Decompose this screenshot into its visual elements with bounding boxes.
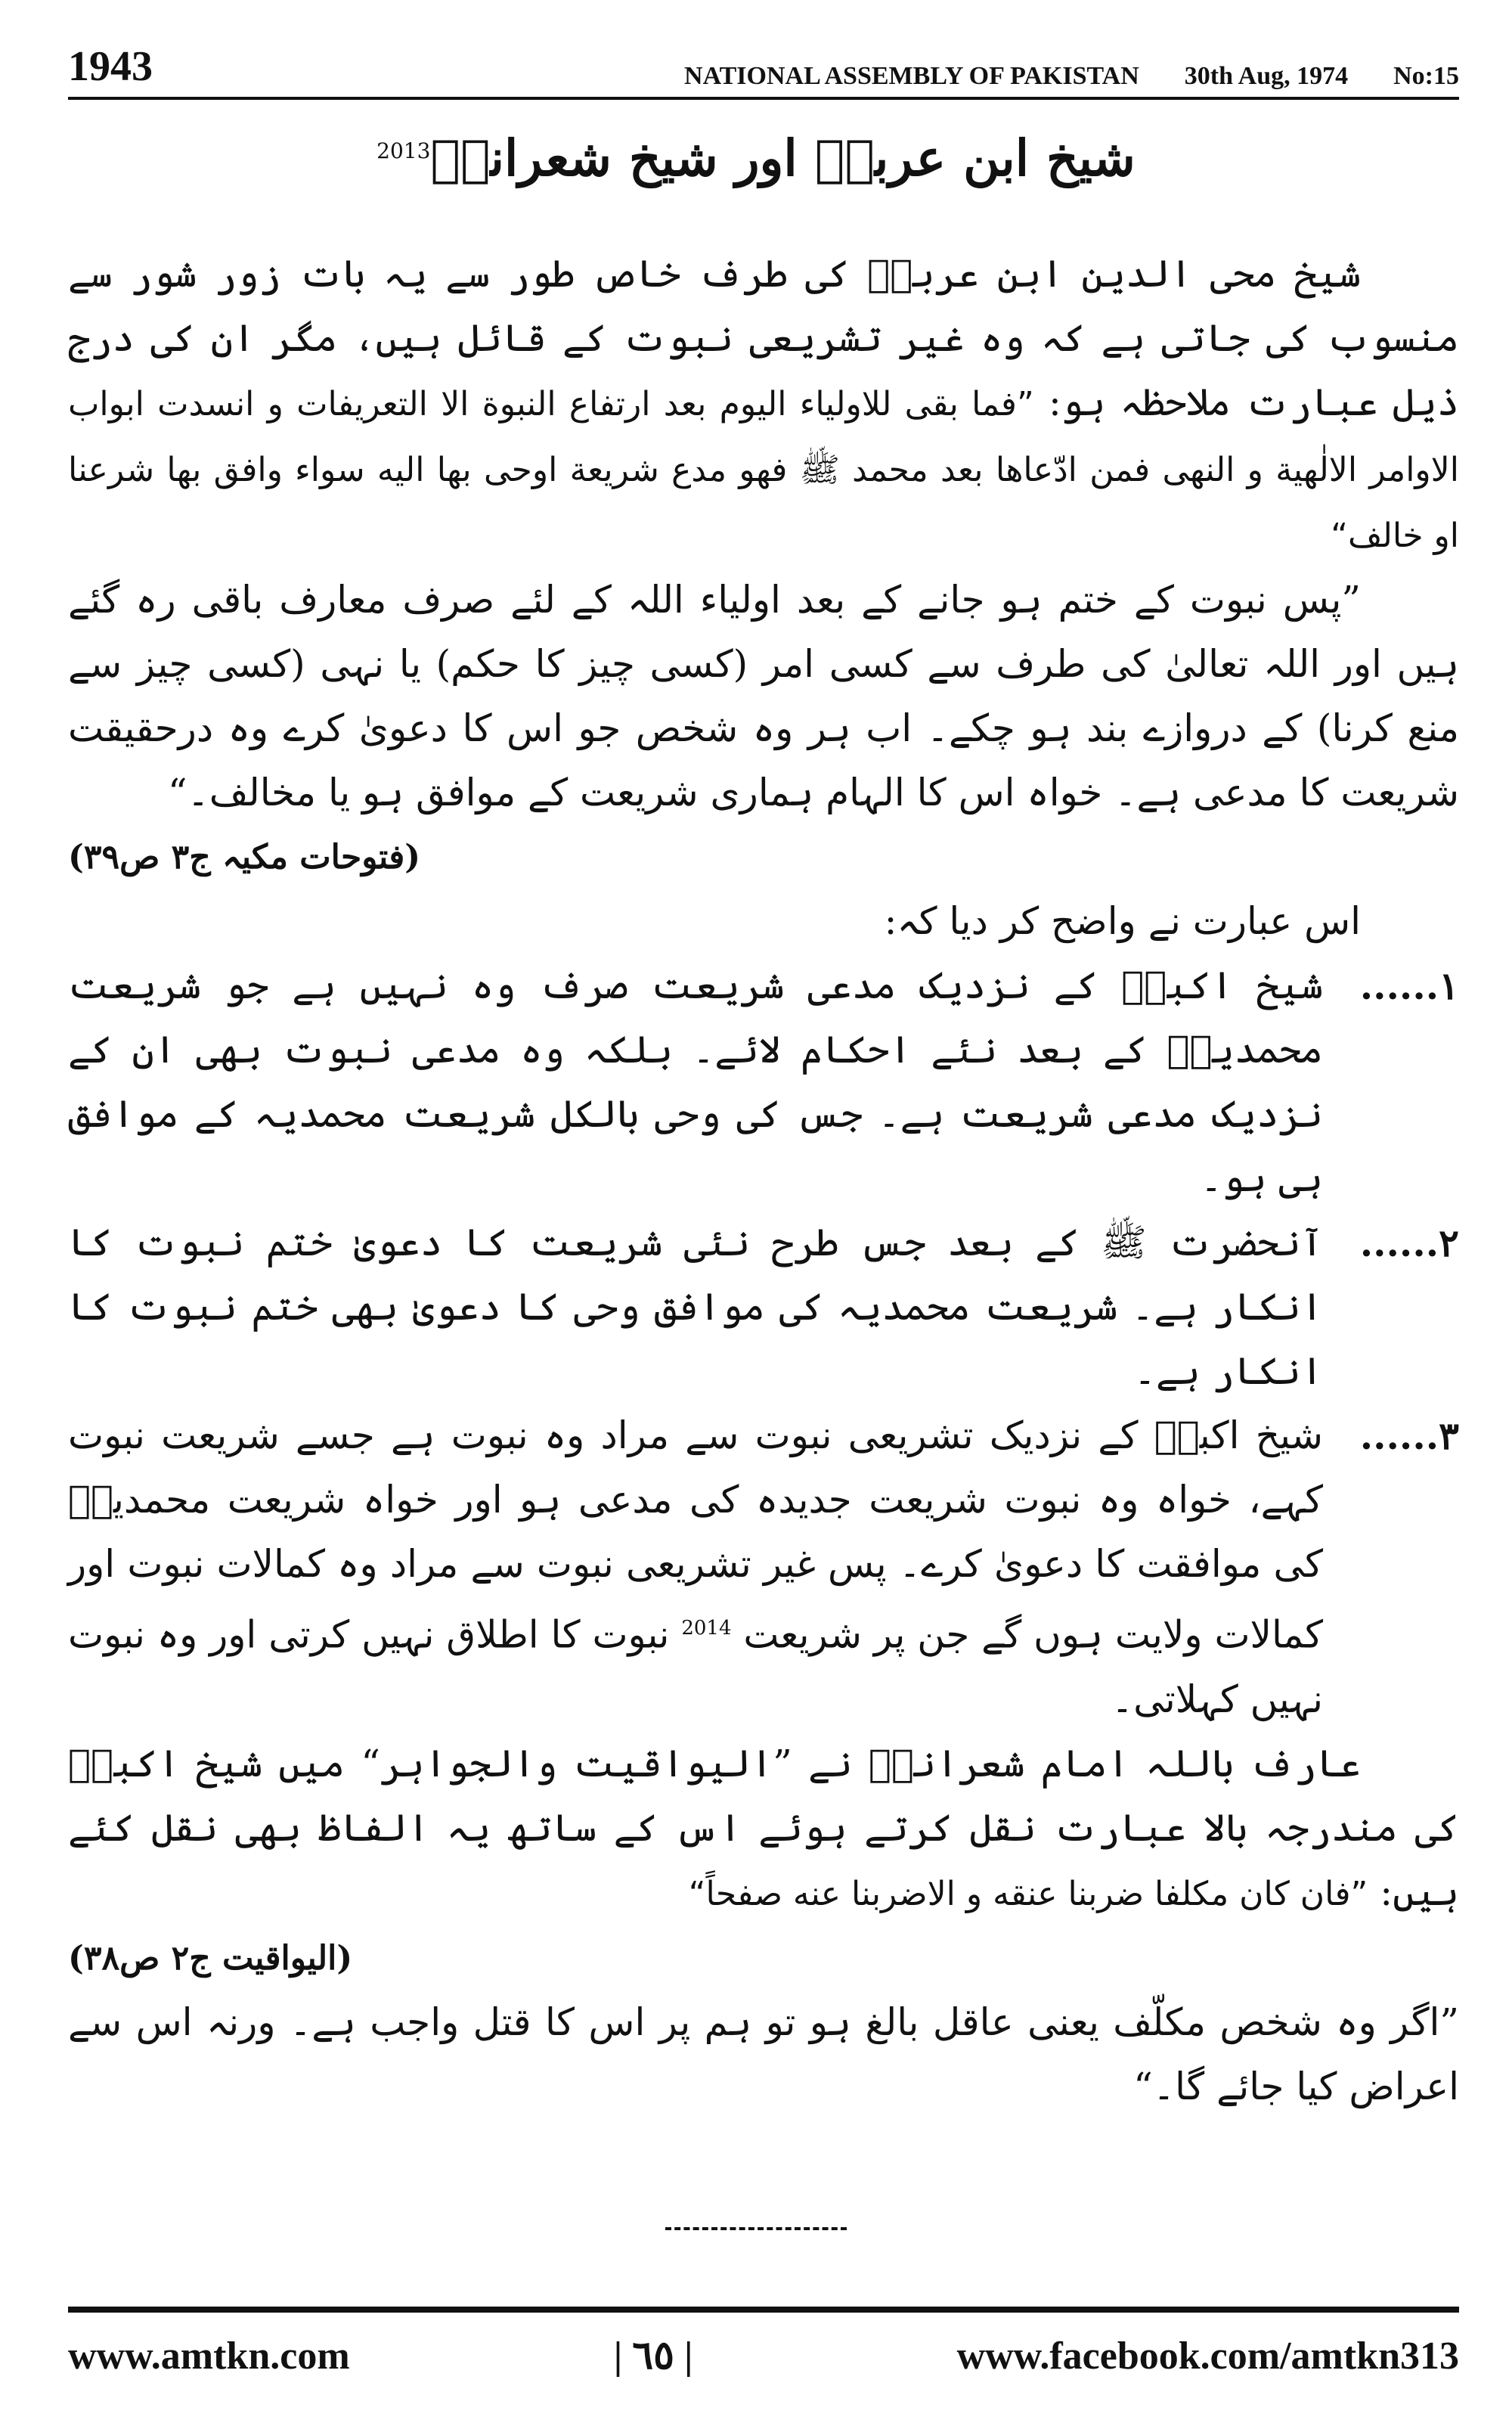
list-number: ۲...... (1359, 1221, 1459, 1265)
session-date: 30th Aug, 1974 (1184, 62, 1349, 90)
header-meta (684, 62, 1459, 91)
issue-number: No:15 (1393, 62, 1459, 90)
page-title (0, 129, 1512, 188)
list-number: ۳...... (1359, 1413, 1459, 1458)
paragraph-intro (68, 242, 1459, 568)
title-footnote: 2013 (376, 138, 431, 163)
arabic-quote: ”فان كان مكلفا ضربنا عنقه و الاضربنا عنه صفحاً“ (688, 1874, 1368, 1913)
page-number: 1943 (68, 43, 153, 90)
list-text (68, 1404, 1323, 1732)
title-text: شیخ ابن عربیؒ اور شیخ شعرانیؒ (430, 129, 1136, 188)
conclusion-intro: اس عبارت نے واضح کر دیا کہ: (884, 899, 1361, 943)
article-body (68, 242, 1459, 2119)
footer-rule (68, 2307, 1459, 2313)
reference-line (68, 825, 1459, 889)
list-item (68, 1211, 1459, 1404)
facebook-link[interactable]: www.facebook.com/amtkn313 (956, 2334, 1459, 2378)
translation-quote: ”اگر وہ شخص مکلّف یعنی عاقل بالغ ہو تو ہم پر اس کا قتل واجب ہے۔ ورنہ اس سے اعراض کیا جائے گا۔“ (68, 2000, 1459, 2108)
list-text: شیخ اکبرؒ کے نزدیک مدعی شریعت صرف وہ نہیں ہے جو شریعت محمدیہؐ کے بعد نئے احکام لائے۔ بلکہ وہ مدعی نبوت بھی ان کے نزدیک مدعی شریعت ہے۔ جس کی وحی بالکل شریعت محمدیہ کے موافق ہی ہو۔ (68, 963, 1323, 1200)
citation-futuhat: (فتوحات مکیہ ج۳ ص۳۹) (68, 838, 421, 876)
page-footer (68, 2333, 1459, 2378)
list-number: ۱...... (1359, 963, 1459, 1008)
section-divider (665, 2227, 847, 2230)
list-text: آنحضرت ﷺ کے بعد جس طرح نئی شریعت کا دعویٰ ختم نبوت کا انکار ہے۔ شریعت محمدیہ کی موافق وحی کا دعویٰ بھی ختم نبوت کا انکار ہے۔ (68, 1221, 1323, 1393)
reference-line (68, 1926, 1459, 1990)
translation-quote: ”پس نبوت کے ختم ہو جانے کے بعد اولیاء اللہ کے لئے صرف معارف باقی رہ گئے ہیں اور اللہ تعالیٰ کی طرف سے کسی امر (کسی چیز کا حکم) یا نہی (کسی چیز سے منع کرنا) کے دروازے بند ہو چکے۔ اب ہر وہ شخص جو اس کا دعویٰ کرے وہ درحقیقت شریعت کا مدعی ہے۔ خواہ اس کا الہام ہماری شریعت کے موافق ہو یا مخالف۔“ (68, 578, 1459, 814)
website-link[interactable]: www.amtkn.com (68, 2334, 350, 2378)
list-text-part: شیخ اکبرؒ کے نزدیک تشریعی نبوت سے مراد وہ نبوت ہے جسے شریعت نبوت کہے، خواہ وہ نبوت شریعت جدیدہ کی مدعی ہو اور خواہ شریعت محمدیہؐ کی موافقت کا دعویٰ کرے۔ پس غیر تشریعی نبوت سے مراد وہ کمالات نبوت اور کمالات ولایت ہوں گے جن پر شریعت (68, 1413, 1324, 1657)
arabic-quote: ”فما بقی للاولیاء الیوم بعد ارتفاع النبوة الا التعریفات و انسدت ابواب الاوامر الالٰهیة و النهی فمن ادّعاها بعد محمد ﷺ فهو مدع شریعة اوحی بها الیه سواء وافق بها شرعنا او خالف“ (68, 385, 1459, 555)
list-item (68, 1404, 1459, 1732)
publication-name: NATIONAL ASSEMBLY OF PAKISTAN (684, 62, 1139, 90)
paragraph-text: عارف باللہ امام شعرانیؒ نے ”الیواقیت والجواہر“ میں شیخ اکبرؒ کی مندرجہ بالا عبارت نقل کرتے ہوئے اس کے ساتھ یہ الفاظ بھی نقل کئے ہیں: (68, 1741, 1459, 1914)
footer-page-number: | ٦٥ | (613, 2335, 693, 2378)
footnote-marker: 2014 (681, 1617, 732, 1640)
page-header (68, 30, 1459, 100)
list-item (68, 954, 1459, 1211)
citation-yawaqit: (الیواقیت ج۲ ص۳۸) (68, 1938, 353, 1978)
paragraph-text: شیخ محی الدین ابن عربیؒ کی طرف خاص طور سے یہ بات زور شور سے منسوب کی جاتی ہے کہ وہ غیر تشریعی نبوت کے قائل ہیں، مگر ان کی درج ذیل عبارت ملاحظہ ہو: (68, 252, 1460, 424)
paragraph-sharani (68, 1732, 1459, 1926)
list-text-part: نبوت کا اطلاق نہیں کرتی اور وہ نبوت نہیں کہلاتی۔ (68, 1612, 1323, 1721)
